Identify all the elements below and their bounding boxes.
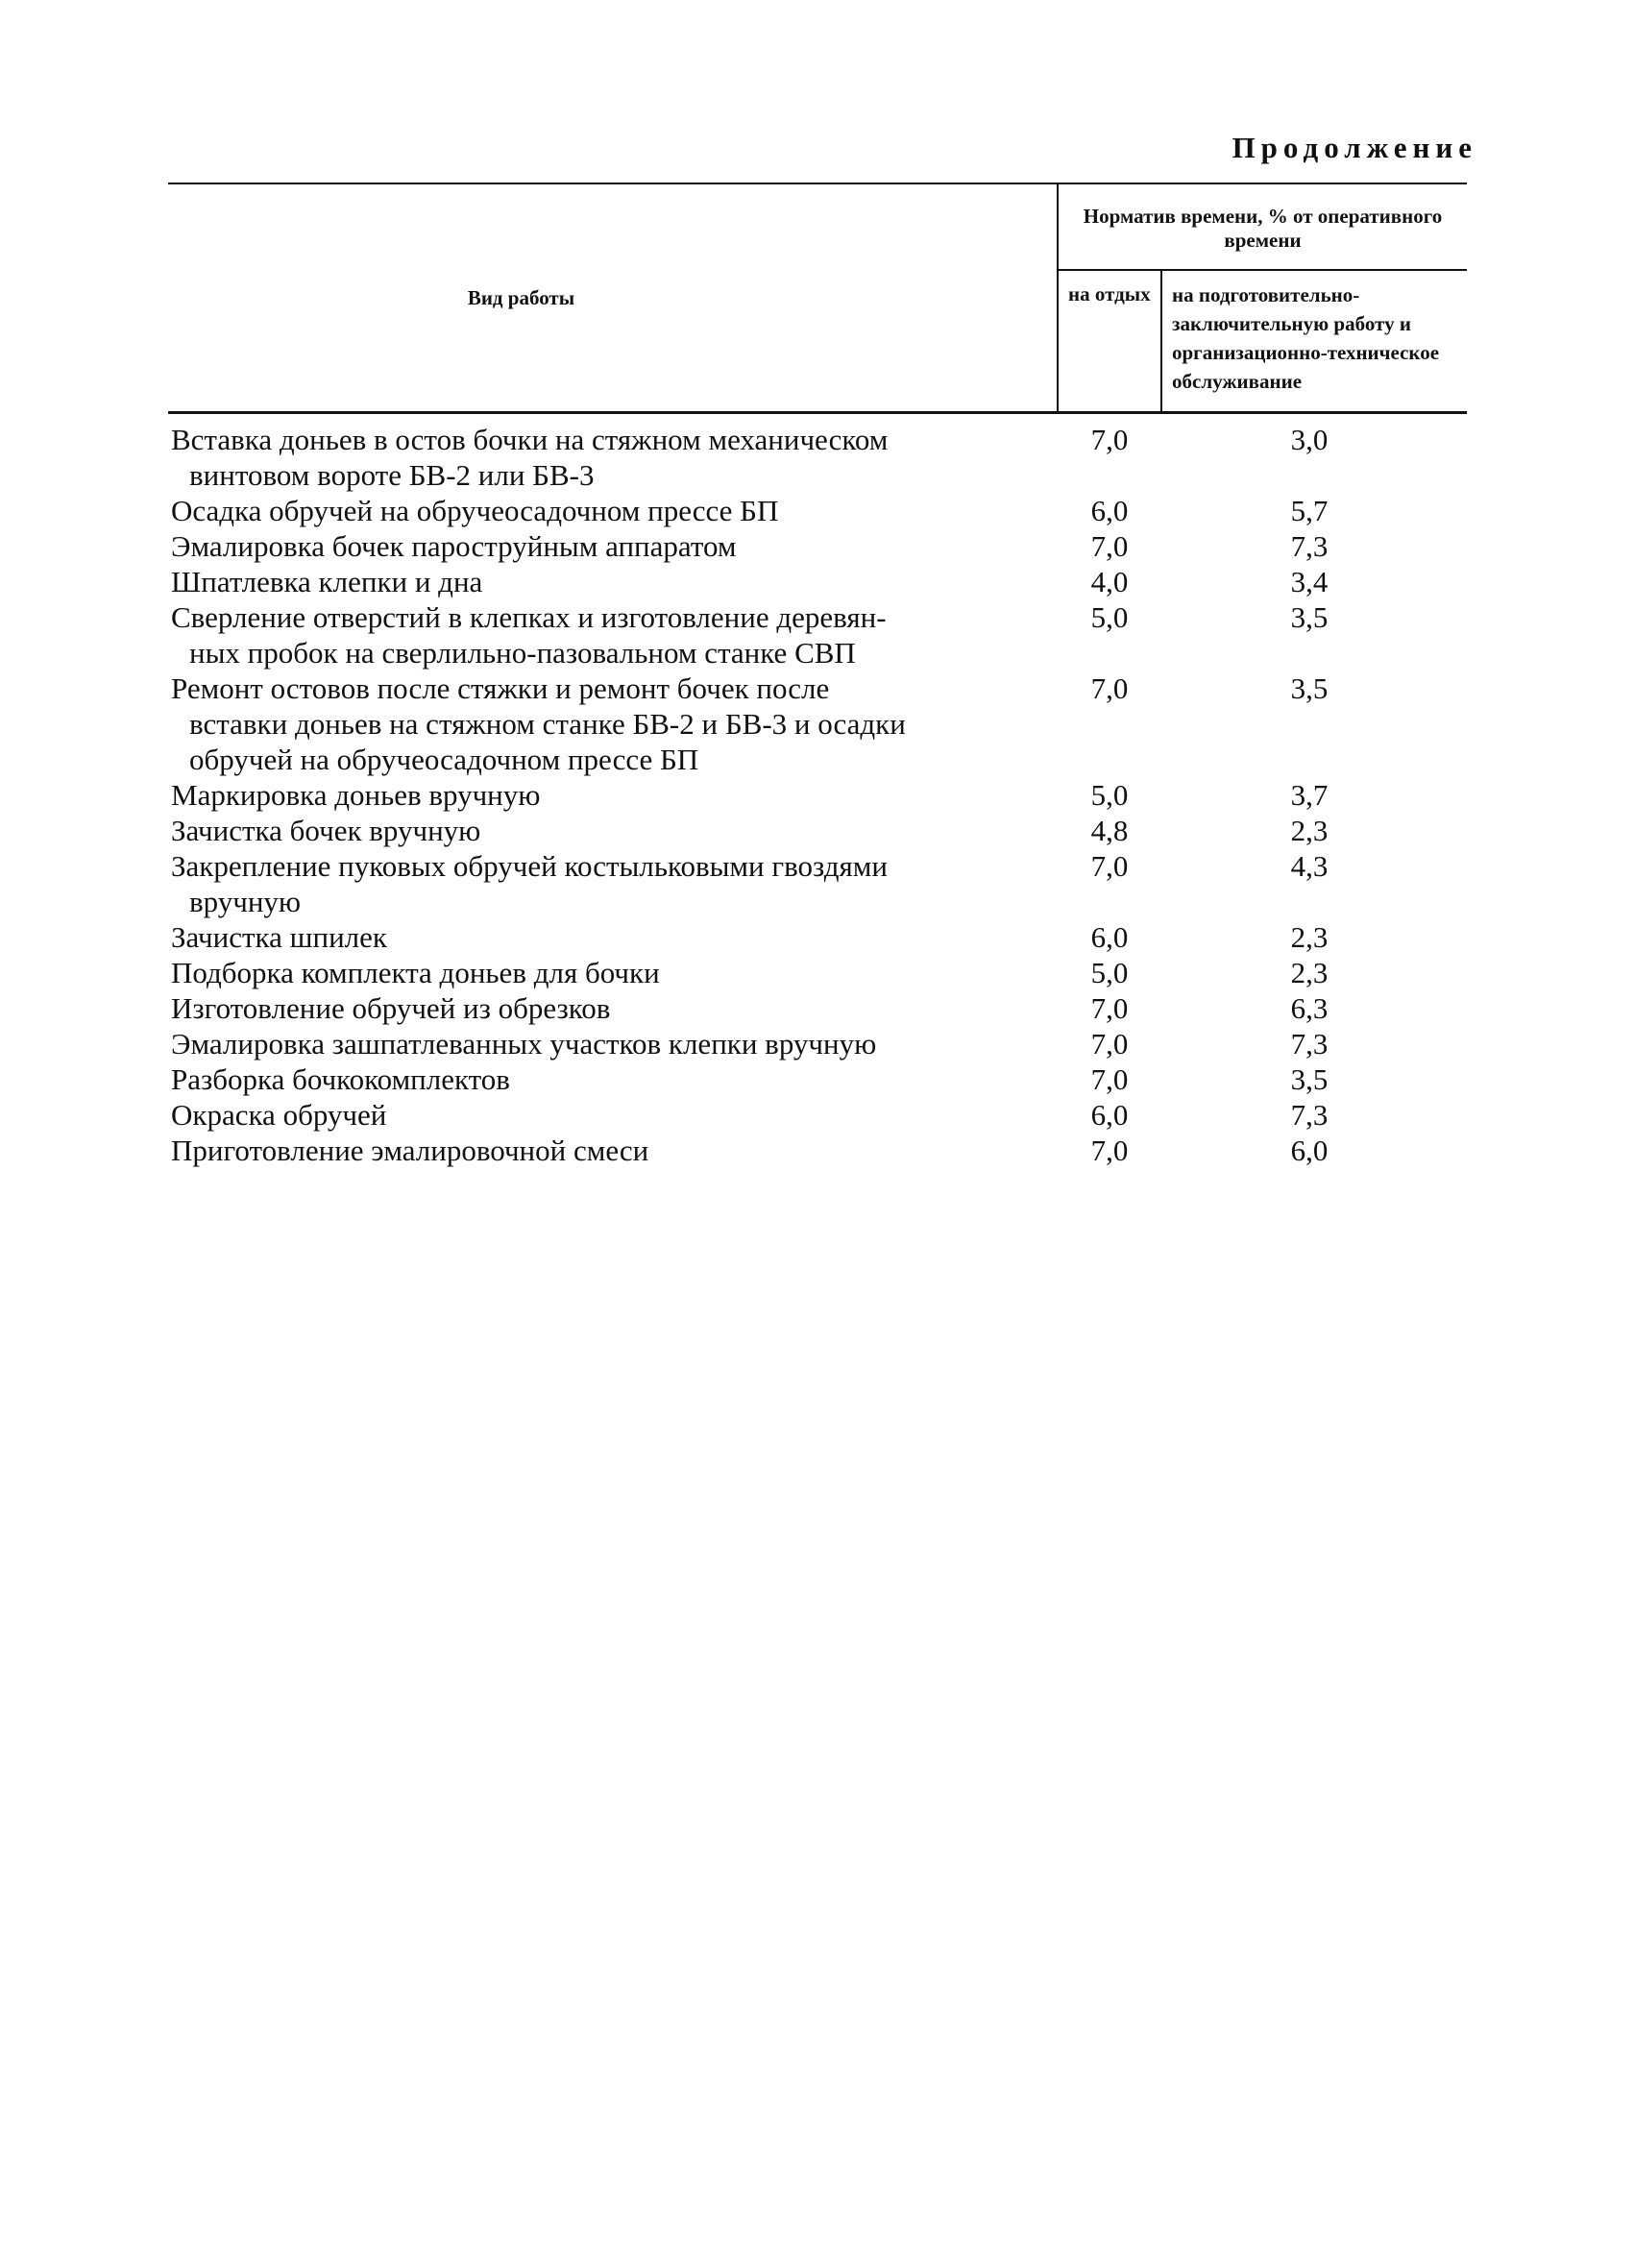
work-type-text: винтовом вороте БВ-2 или БВ-3 [189, 458, 595, 492]
continuation-label: Продолжение [1232, 131, 1477, 164]
table-row [168, 777, 1467, 813]
table-row [168, 1061, 1467, 1097]
work-type-cell [168, 1026, 1058, 1061]
work-type-text: ных пробок на сверлильно-пазовальном станке СВП [189, 636, 856, 670]
work-type-cell [168, 528, 1058, 564]
work-type-text: Шпатлевка клепки и дна [171, 565, 483, 598]
rest-value: 7,0 [1090, 671, 1129, 705]
header-preparatory: на подготовительно-заключительную работу и организационно-техническое обслуживание [1161, 270, 1467, 413]
work-type-text: Эмалировка зашпатлеванных участков клепки вручную [171, 1027, 877, 1061]
table-row [168, 813, 1467, 848]
work-type-text: Окраска обручей [171, 1098, 387, 1132]
table-row [168, 493, 1467, 528]
work-type-cell [168, 1097, 1058, 1133]
table-row [168, 955, 1467, 990]
preparatory-value: 3,5 [1290, 600, 1329, 634]
header-work-type: Вид работы [168, 183, 1058, 413]
table-row [168, 1097, 1467, 1133]
work-type-text: Сверление отверстий в клепках и изготовление деревян- [171, 600, 887, 634]
table-row [168, 919, 1467, 955]
work-type-text: вставки доньев на стяжном станке БВ-2 и БВ-3 и осадки [189, 707, 906, 741]
work-type-text: вручную [189, 885, 302, 918]
work-type-text: Закрепление пуковых обручей костыльковыми гвоздями [171, 849, 888, 883]
work-type-cell [168, 813, 1058, 848]
rest-value: 7,0 [1090, 1027, 1129, 1061]
rest-value: 5,0 [1090, 956, 1129, 989]
preparatory-value: 3,7 [1290, 778, 1329, 812]
preparatory-value: 5,7 [1290, 494, 1329, 527]
rest-value: 7,0 [1090, 1134, 1129, 1167]
rest-value: 6,0 [1090, 920, 1129, 954]
work-type-cell [168, 671, 1058, 777]
rest-value: 5,0 [1090, 778, 1129, 812]
table-row [168, 528, 1467, 564]
work-type-text: Зачистка бочек вручную [171, 814, 481, 847]
rest-value: 7,0 [1090, 849, 1129, 883]
work-type-cell [168, 599, 1058, 671]
preparatory-value: 3,0 [1290, 423, 1329, 456]
table-row [168, 848, 1467, 919]
preparatory-value: 3,5 [1290, 1062, 1329, 1096]
work-type-cell [168, 848, 1058, 919]
work-type-text: Подборка комплекта доньев для бочки [171, 956, 660, 989]
rest-value: 6,0 [1090, 1098, 1129, 1132]
table-header [168, 183, 1467, 413]
work-type-cell [168, 919, 1058, 955]
rest-value: 7,0 [1090, 529, 1129, 563]
work-type-cell [168, 990, 1058, 1026]
work-type-text: Приготовление эмалировочной смеси [171, 1134, 649, 1167]
work-type-text: обручей на обручеосадочном прессе БП [189, 743, 699, 776]
preparatory-value: 2,3 [1290, 956, 1329, 989]
rest-value: 4,8 [1090, 814, 1129, 847]
table-row [168, 990, 1467, 1026]
work-type-text: Осадка обручей на обручеосадочном прессе БП [171, 494, 779, 527]
table-row [168, 1133, 1467, 1168]
table-row [168, 671, 1467, 777]
table-row [168, 1026, 1467, 1061]
table-row [168, 413, 1467, 494]
rest-value: 6,0 [1090, 494, 1129, 527]
rest-value: 7,0 [1090, 423, 1129, 456]
preparatory-value: 3,5 [1290, 671, 1329, 705]
preparatory-value: 2,3 [1290, 814, 1329, 847]
preparatory-value: 4,3 [1290, 849, 1329, 883]
work-type-text: Эмалировка бочек пароструйным аппаратом [171, 529, 737, 563]
rest-value: 5,0 [1090, 600, 1129, 634]
work-type-cell [168, 493, 1058, 528]
preparatory-value: 2,3 [1290, 920, 1329, 954]
header-time-norm: Норматив времени, % от оперативного времени [1058, 183, 1467, 270]
work-type-cell [168, 777, 1058, 813]
work-type-text: Зачистка шпилек [171, 920, 387, 954]
table-body [168, 413, 1467, 1169]
work-type-cell [168, 564, 1058, 599]
work-type-text: Ремонт остовов после стяжки и ремонт бочек после [171, 671, 830, 705]
rest-value: 7,0 [1090, 991, 1129, 1025]
work-type-text: Маркировка доньев вручную [171, 778, 541, 812]
table-row [168, 564, 1467, 599]
preparatory-value: 6,3 [1290, 991, 1329, 1025]
preparatory-value: 7,3 [1290, 1027, 1329, 1061]
work-type-text: Изготовление обручей из обрезков [171, 991, 611, 1025]
rest-value: 4,0 [1090, 565, 1129, 598]
work-type-cell [168, 955, 1058, 990]
work-time-norms-table [168, 183, 1467, 1168]
preparatory-value: 7,3 [1290, 529, 1329, 563]
rest-value: 7,0 [1090, 1062, 1129, 1096]
header-rest: на отдых [1058, 270, 1161, 413]
work-type-text: Вставка доньев в остов бочки на стяжном механическом [171, 423, 889, 456]
preparatory-value: 7,3 [1290, 1098, 1329, 1132]
work-type-text: Разборка бочкокомплектов [171, 1062, 510, 1096]
table-row [168, 599, 1467, 671]
preparatory-value: 3,4 [1290, 565, 1329, 598]
work-type-cell [168, 1133, 1058, 1168]
preparatory-value: 6,0 [1290, 1134, 1329, 1167]
work-type-cell [168, 1061, 1058, 1097]
work-type-cell [168, 413, 1058, 494]
